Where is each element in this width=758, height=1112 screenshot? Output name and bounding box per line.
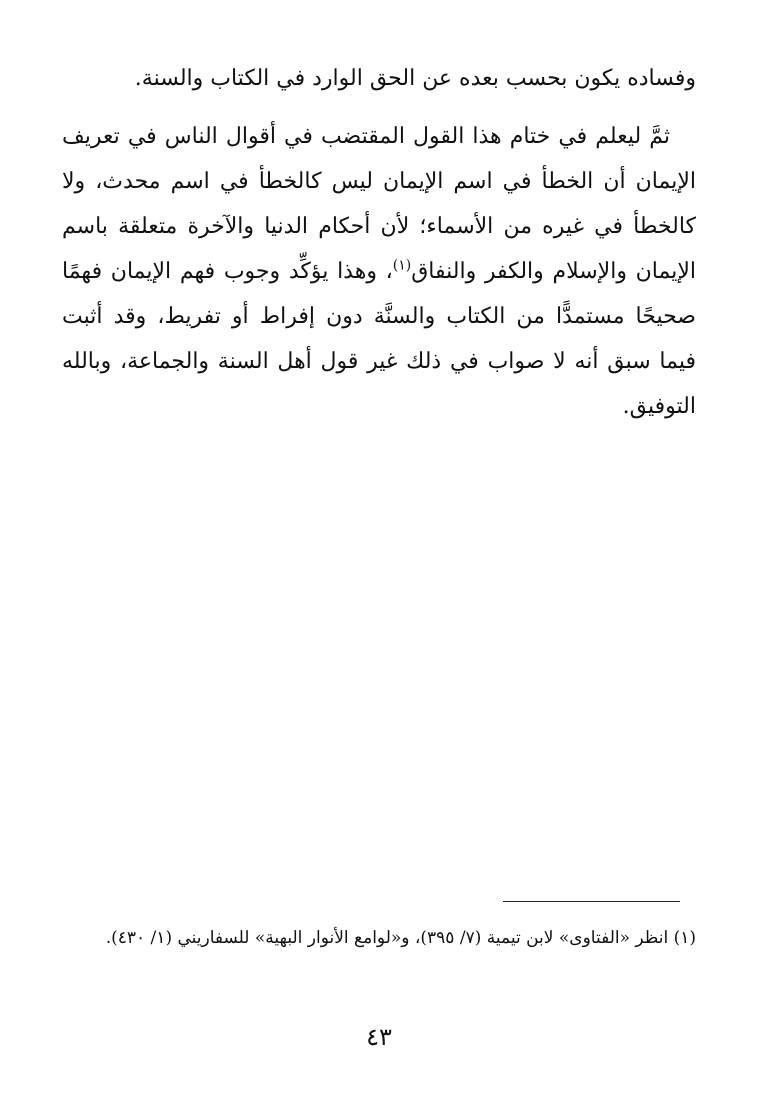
paragraph-closing — [62, 114, 696, 429]
footnote-divider — [503, 901, 680, 902]
page-number: ٤٣ — [366, 1023, 392, 1051]
footnote-1: (١) انظر «الفتاوى» لابن تيمية (٧/ ٣٩٥)، و«لوامع الأنوار البهية» للسفاريني (١/ ٤٣٠). — [105, 928, 696, 948]
footnote-reference: (١) — [392, 257, 412, 274]
paragraph-continuation: وفساده يكون بحسب بعده عن الحق الوارد في الكتاب والسنة. — [134, 66, 696, 91]
paragraph-text-part-2: ، وهذا يؤكِّد وجوب فهم الإيمان فهمًا صحيحًا مستمدًّا من الكتاب والسنَّة دون إفراط أو تفريط، وقد أثبت فيما سبق أنه لا صواب في ذلك غير قول أهل السنة والجماعة، وبالله التوفيق. — [62, 259, 696, 419]
paragraph-text-part-1: ثمَّ ليعلم في ختام هذا القول المقتضب في أقوال الناس في تعريف الإيمان أن الخطأ في اسم الإيمان ليس كالخطأ في اسم محدث، ولا كالخطأ في غيره من الأسماء؛ لأن أحكام الدنيا والآخرة متعلقة باسم الإيمان والإسلام والكفر والنفاق — [62, 124, 697, 284]
main-text — [62, 56, 696, 429]
